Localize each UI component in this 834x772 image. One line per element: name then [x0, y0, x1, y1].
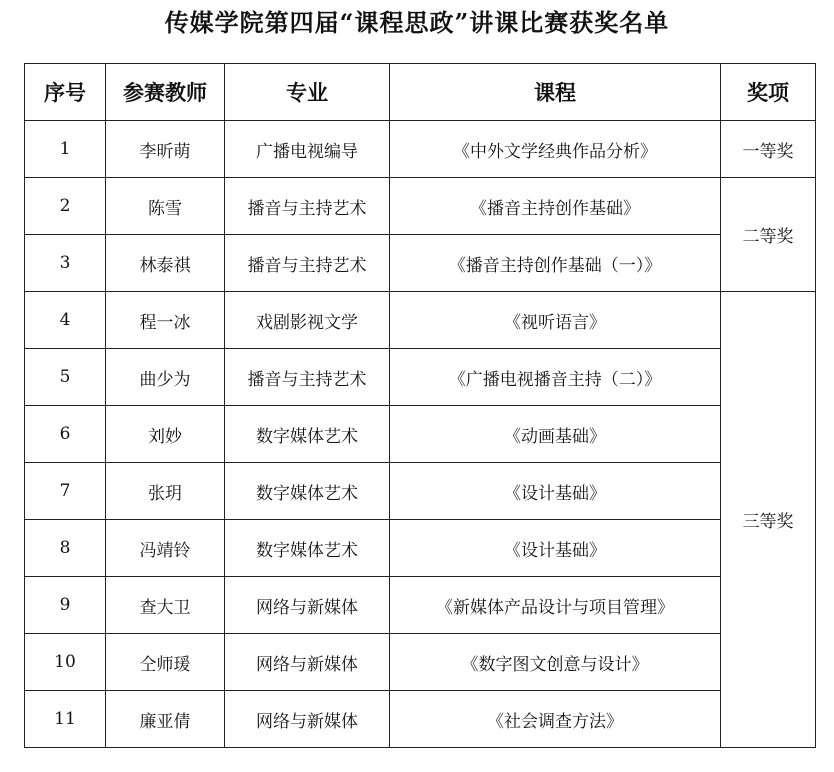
page-title: 传媒学院第四届“课程思政”讲课比赛获奖名单	[164, 8, 670, 37]
cell-major: 网络与新媒体	[225, 691, 390, 748]
cell-major: 网络与新媒体	[225, 577, 390, 634]
cell-teacher: 刘妙	[106, 406, 225, 463]
cell-major: 网络与新媒体	[225, 634, 390, 691]
cell-teacher: 曲少为	[106, 349, 225, 406]
cell-major: 广播电视编导	[225, 121, 390, 178]
cell-course: 《设计基础》	[390, 463, 721, 520]
cell-course: 《播音主持创作基础（一）》	[390, 235, 721, 292]
table-row	[25, 520, 816, 577]
cell-course: 《新媒体产品设计与项目管理》	[390, 577, 721, 634]
cell-award-first: 一等奖	[721, 121, 816, 178]
cell-major: 数字媒体艺术	[225, 520, 390, 577]
cell-index: 1	[25, 121, 106, 178]
header-index: 序号	[25, 64, 106, 121]
cell-course: 《播音主持创作基础》	[390, 178, 721, 235]
cell-course: 《广播电视播音主持（二）》	[390, 349, 721, 406]
cell-teacher: 查大卫	[106, 577, 225, 634]
cell-teacher: 冯靖铃	[106, 520, 225, 577]
table-row	[25, 634, 816, 691]
table-row	[25, 235, 816, 292]
cell-teacher: 林泰祺	[106, 235, 225, 292]
cell-index: 10	[25, 634, 106, 691]
cell-index: 3	[25, 235, 106, 292]
cell-course: 《视听语言》	[390, 292, 721, 349]
cell-major: 播音与主持艺术	[225, 349, 390, 406]
award-list-table	[24, 63, 816, 748]
table-header-row	[25, 64, 816, 121]
cell-award-second: 二等奖	[721, 178, 816, 292]
table-row	[25, 349, 816, 406]
cell-teacher: 廉亚倩	[106, 691, 225, 748]
cell-major: 播音与主持艺术	[225, 178, 390, 235]
cell-index: 6	[25, 406, 106, 463]
cell-index: 5	[25, 349, 106, 406]
cell-course: 《动画基础》	[390, 406, 721, 463]
cell-major: 戏剧影视文学	[225, 292, 390, 349]
table-row	[25, 463, 816, 520]
cell-course: 《社会调查方法》	[390, 691, 721, 748]
table-row	[25, 406, 816, 463]
cell-index: 8	[25, 520, 106, 577]
cell-index: 11	[25, 691, 106, 748]
cell-major: 播音与主持艺术	[225, 235, 390, 292]
table-row	[25, 292, 816, 349]
cell-index: 7	[25, 463, 106, 520]
cell-index: 2	[25, 178, 106, 235]
cell-teacher: 张玥	[106, 463, 225, 520]
cell-teacher: 陈雪	[106, 178, 225, 235]
table-row	[25, 121, 816, 178]
table-row	[25, 691, 816, 748]
cell-teacher: 程一冰	[106, 292, 225, 349]
cell-index: 9	[25, 577, 106, 634]
header-teacher: 参赛教师	[106, 64, 225, 121]
cell-course: 《中外文学经典作品分析》	[390, 121, 721, 178]
header-award: 奖项	[721, 64, 816, 121]
cell-course: 《设计基础》	[390, 520, 721, 577]
header-major: 专业	[225, 64, 390, 121]
cell-major: 数字媒体艺术	[225, 406, 390, 463]
cell-teacher: 仝师瑗	[106, 634, 225, 691]
cell-major: 数字媒体艺术	[225, 463, 390, 520]
table-row	[25, 577, 816, 634]
cell-course: 《数字图文创意与设计》	[390, 634, 721, 691]
header-course: 课程	[390, 64, 721, 121]
cell-index: 4	[25, 292, 106, 349]
table-row	[25, 178, 816, 235]
cell-award-third: 三等奖	[721, 292, 816, 748]
cell-teacher: 李昕萌	[106, 121, 225, 178]
